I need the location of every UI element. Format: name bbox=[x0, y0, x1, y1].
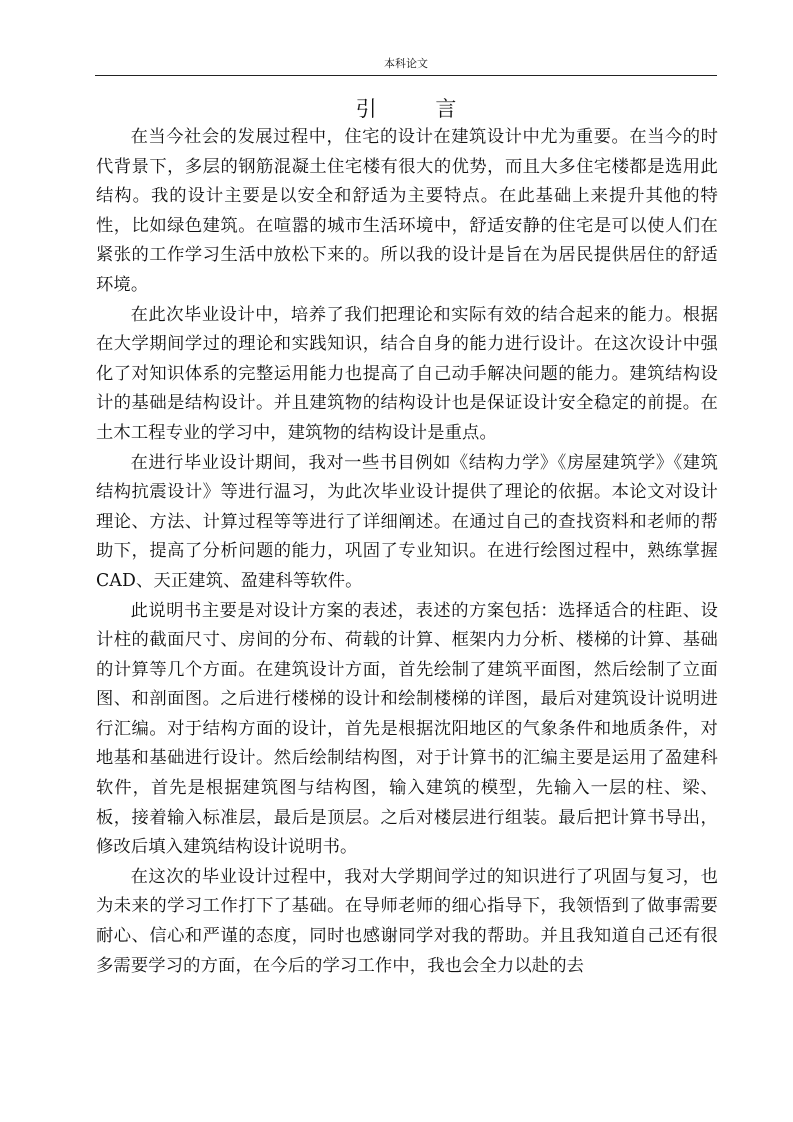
section-title: 引 言 bbox=[355, 97, 483, 121]
paragraph: 此说明书主要是对设计方案的表述，表述的方案包括：选择适合的柱距、设计柱的截面尺寸、房间的分布、荷载的计算、框架内力分析、楼梯的计算、基础的计算等几个方面。在建筑设计方面，首先绘制了建筑平面图，然后绘制了立面图、和剖面图。之后进行楼梯的设计和绘制楼梯的详图，最后对建筑设计说明进行汇编。对于结构方面的设计，首先是根据沈阳地区的气象条件和地质条件，对地基和基础进行设计。然后绘制结构图，对于计算书的汇编主要是运用了盈建科软件，首先是根据建筑图与结构图，输入建筑的模型，先输入一层的柱、梁、板，接着输入标准层，最后是顶层。之后对楼层进行组装。最后把计算书导出，修改后填入建筑结构设计说明书。 bbox=[96, 600, 718, 858]
body-text bbox=[96, 123, 718, 981]
paragraph: 在此次毕业设计中，培养了我们把理论和实际有效的结合起来的能力。根据在大学期间学过的理论和实践知识，结合自身的能力进行设计。在这次设计中强化了对知识体系的完整运用能力也提高了自己动手解决问题的能力。建筑结构设计的基础是结构设计。并且建筑物的结构设计也是保证设计安全稳定的前提。在土木工程专业的学习中，建筑物的结构设计是重点。 bbox=[96, 304, 718, 443]
running-header bbox=[95, 57, 717, 76]
paragraph: 在进行毕业设计期间，我对一些书目例如《结构力学》《房屋建筑学》《建筑结构抗震设计》等进行温习，为此次毕业设计提供了理论的依据。本论文对设计理论、方法、计算过程等等进行了详细阐述。在通过自己的查找资料和老师的帮助下，提高了分析问题的能力，巩固了专业知识。在进行绘图过程中，熟练掌握CAD、天正建筑、盈建科等软件。 bbox=[96, 452, 718, 591]
paragraph: 在这次的毕业设计过程中，我对大学期间学过的知识进行了巩固与复习，也为未来的学习工作打下了基础。在导师老师的细心指导下，我领悟到了做事需要耐心、信心和严谨的态度，同时也感谢同学对我的帮助。并且我知道自己还有很多需要学习的方面，在今后的学习工作中，我也会全力以赴的去 bbox=[96, 866, 718, 976]
running-title: 本科论文 bbox=[384, 57, 428, 70]
paragraph: 在当今社会的发展过程中，住宅的设计在建筑设计中尤为重要。在当今的时代背景下，多层的钢筋混凝土住宅楼有很大的优势，而且大多住宅楼都是选用此结构。我的设计主要是以安全和舒适为主要特点。在此基础上来提升其他的特性，比如绿色建筑。在喧嚣的城市生活环境中，舒适安静的住宅是可以使人们在紧张的工作学习生活中放松下来的。所以我的设计是旨在为居民提供居住的舒适环境。 bbox=[96, 127, 718, 295]
